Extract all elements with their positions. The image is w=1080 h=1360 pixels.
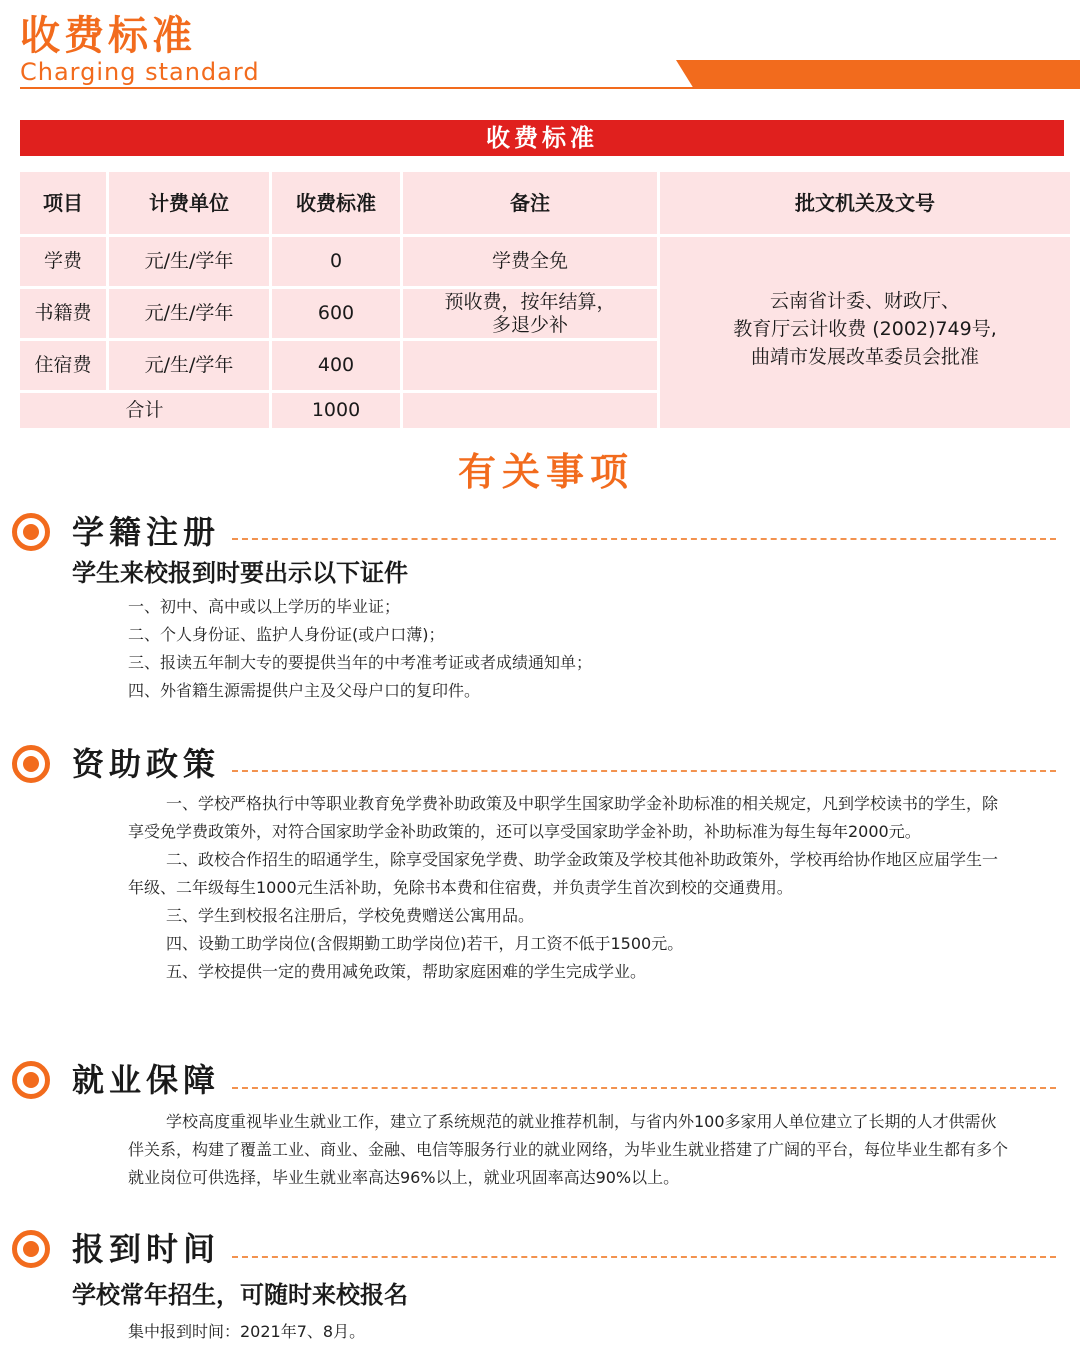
row-lodging-amount: 400 xyxy=(272,341,400,390)
target-ring-icon xyxy=(12,745,50,783)
list-item: 一、学校严格执行中等职业教育免学费补助政策及中职学生国家助学金补助标准的相关规定，凡到学校读书的学生，除享受免学费政策外，对符合国家助学金补助政策的，还可以享受国家助学金补助，补助标准为每生每年2000元。 xyxy=(128,794,999,841)
row-books-item: 书籍费 xyxy=(20,289,106,338)
registration-subhead: 学生来校报到时要出示以下证件 xyxy=(72,559,408,587)
report-text: 集中报到时间：2021年7、8月。 xyxy=(128,1322,366,1341)
list-item: 三、学生到校报名注册后，学校免费赠送公寓用品。 xyxy=(166,906,535,925)
approval-line-1: 云南省计委、财政厅、 xyxy=(769,289,960,312)
total-note xyxy=(403,393,657,428)
row-books-amount: 600 xyxy=(272,289,400,338)
fee-table-banner: 收费标准 xyxy=(20,120,1064,156)
employment-text-block xyxy=(128,1108,1008,1192)
list-item: 三、报读五年制大专的要提供当年的中考准考证或者成绩通知单； xyxy=(128,653,593,672)
row-lodging-note xyxy=(403,341,657,390)
section-divider xyxy=(232,770,1056,772)
column-header-unit: 计费单位 xyxy=(109,172,269,234)
section-divider xyxy=(232,1256,1056,1258)
section-divider xyxy=(232,1087,1056,1089)
report-subhead: 学校常年招生，可随时来校报名 xyxy=(72,1281,408,1309)
books-note-line-1: 预收费，按年结算， xyxy=(444,290,616,313)
row-tuition-item: 学费 xyxy=(20,237,106,286)
approval-line-2: 教育厅云计收费 (2002)749号, xyxy=(733,317,997,340)
employment-text: 学校高度重视毕业生就业工作，建立了系统规范的就业推荐机制，与省内外100多家用人单位建立了长期的人才供需伙伴关系，构建了覆盖工业、商业、金融、电信等服务行业的就业网络，为毕业生就业搭建了广阔的平台，每位毕业生都有多个就业岗位可供选择，毕业生就业率高达96%以上，就业巩固率高达90%以上。 xyxy=(128,1112,1009,1187)
section-divider xyxy=(232,538,1056,540)
section-title-aid: 资助政策 xyxy=(72,745,221,783)
row-tuition-amount: 0 xyxy=(272,237,400,286)
report-text-block xyxy=(128,1318,1008,1346)
row-tuition-note: 学费全免 xyxy=(403,237,657,286)
column-header-approval: 批文机关及文号 xyxy=(660,172,1070,234)
list-item: 四、设勤工助学岗位(含假期勤工助学岗位)若干，月工资不低于1500元。 xyxy=(166,934,684,953)
column-header-item: 项目 xyxy=(20,172,106,234)
aid-list xyxy=(128,790,1008,986)
row-books-note xyxy=(403,289,657,338)
column-header-amount: 收费标准 xyxy=(272,172,400,234)
approval-line-3: 曲靖市发展改革委员会批准 xyxy=(750,345,979,368)
books-note-line-2: 多退少补 xyxy=(491,313,568,336)
approval-cell xyxy=(660,237,1070,428)
header-divider xyxy=(20,87,700,89)
target-ring-icon xyxy=(12,1061,50,1099)
list-item: 二、个人身份证、监护人身份证(或户口薄)； xyxy=(128,625,445,644)
section-title-registration: 学籍注册 xyxy=(72,513,221,551)
row-lodging-item: 住宿费 xyxy=(20,341,106,390)
fee-table xyxy=(20,172,1064,420)
list-item: 五、学校提供一定的费用减免政策，帮助家庭困难的学生完成学业。 xyxy=(166,962,647,981)
total-label: 合计 xyxy=(20,393,269,428)
column-header-note: 备注 xyxy=(403,172,657,234)
target-ring-icon xyxy=(12,513,50,551)
target-ring-icon xyxy=(12,1230,50,1268)
row-books-unit: 元/生/学年 xyxy=(109,289,269,338)
row-lodging-unit: 元/生/学年 xyxy=(109,341,269,390)
list-item: 四、外省籍生源需提供户主及父母户口的复印件。 xyxy=(128,681,481,700)
page-subtitle: Charging standard xyxy=(20,58,260,86)
header-accent-band xyxy=(676,60,1080,89)
list-item: 二、政校合作招生的昭通学生，除享受国家免学费、助学金政策及学校其他补助政策外，学校再给协作地区应届学生一年级、二年级每生1000元生活补助，免除书本费和住宿费，并负责学生首次到校的交通费用。 xyxy=(128,850,999,897)
list-item: 一、初中、高中或以上学历的毕业证； xyxy=(128,597,401,616)
row-tuition-unit: 元/生/学年 xyxy=(109,237,269,286)
page-title: 收费标准 xyxy=(20,13,196,59)
registration-list xyxy=(128,593,1008,705)
related-matters-title: 有关事项 xyxy=(457,450,634,494)
section-title-employment: 就业保障 xyxy=(72,1061,221,1099)
section-title-report: 报到时间 xyxy=(72,1230,221,1268)
total-amount: 1000 xyxy=(272,393,400,428)
